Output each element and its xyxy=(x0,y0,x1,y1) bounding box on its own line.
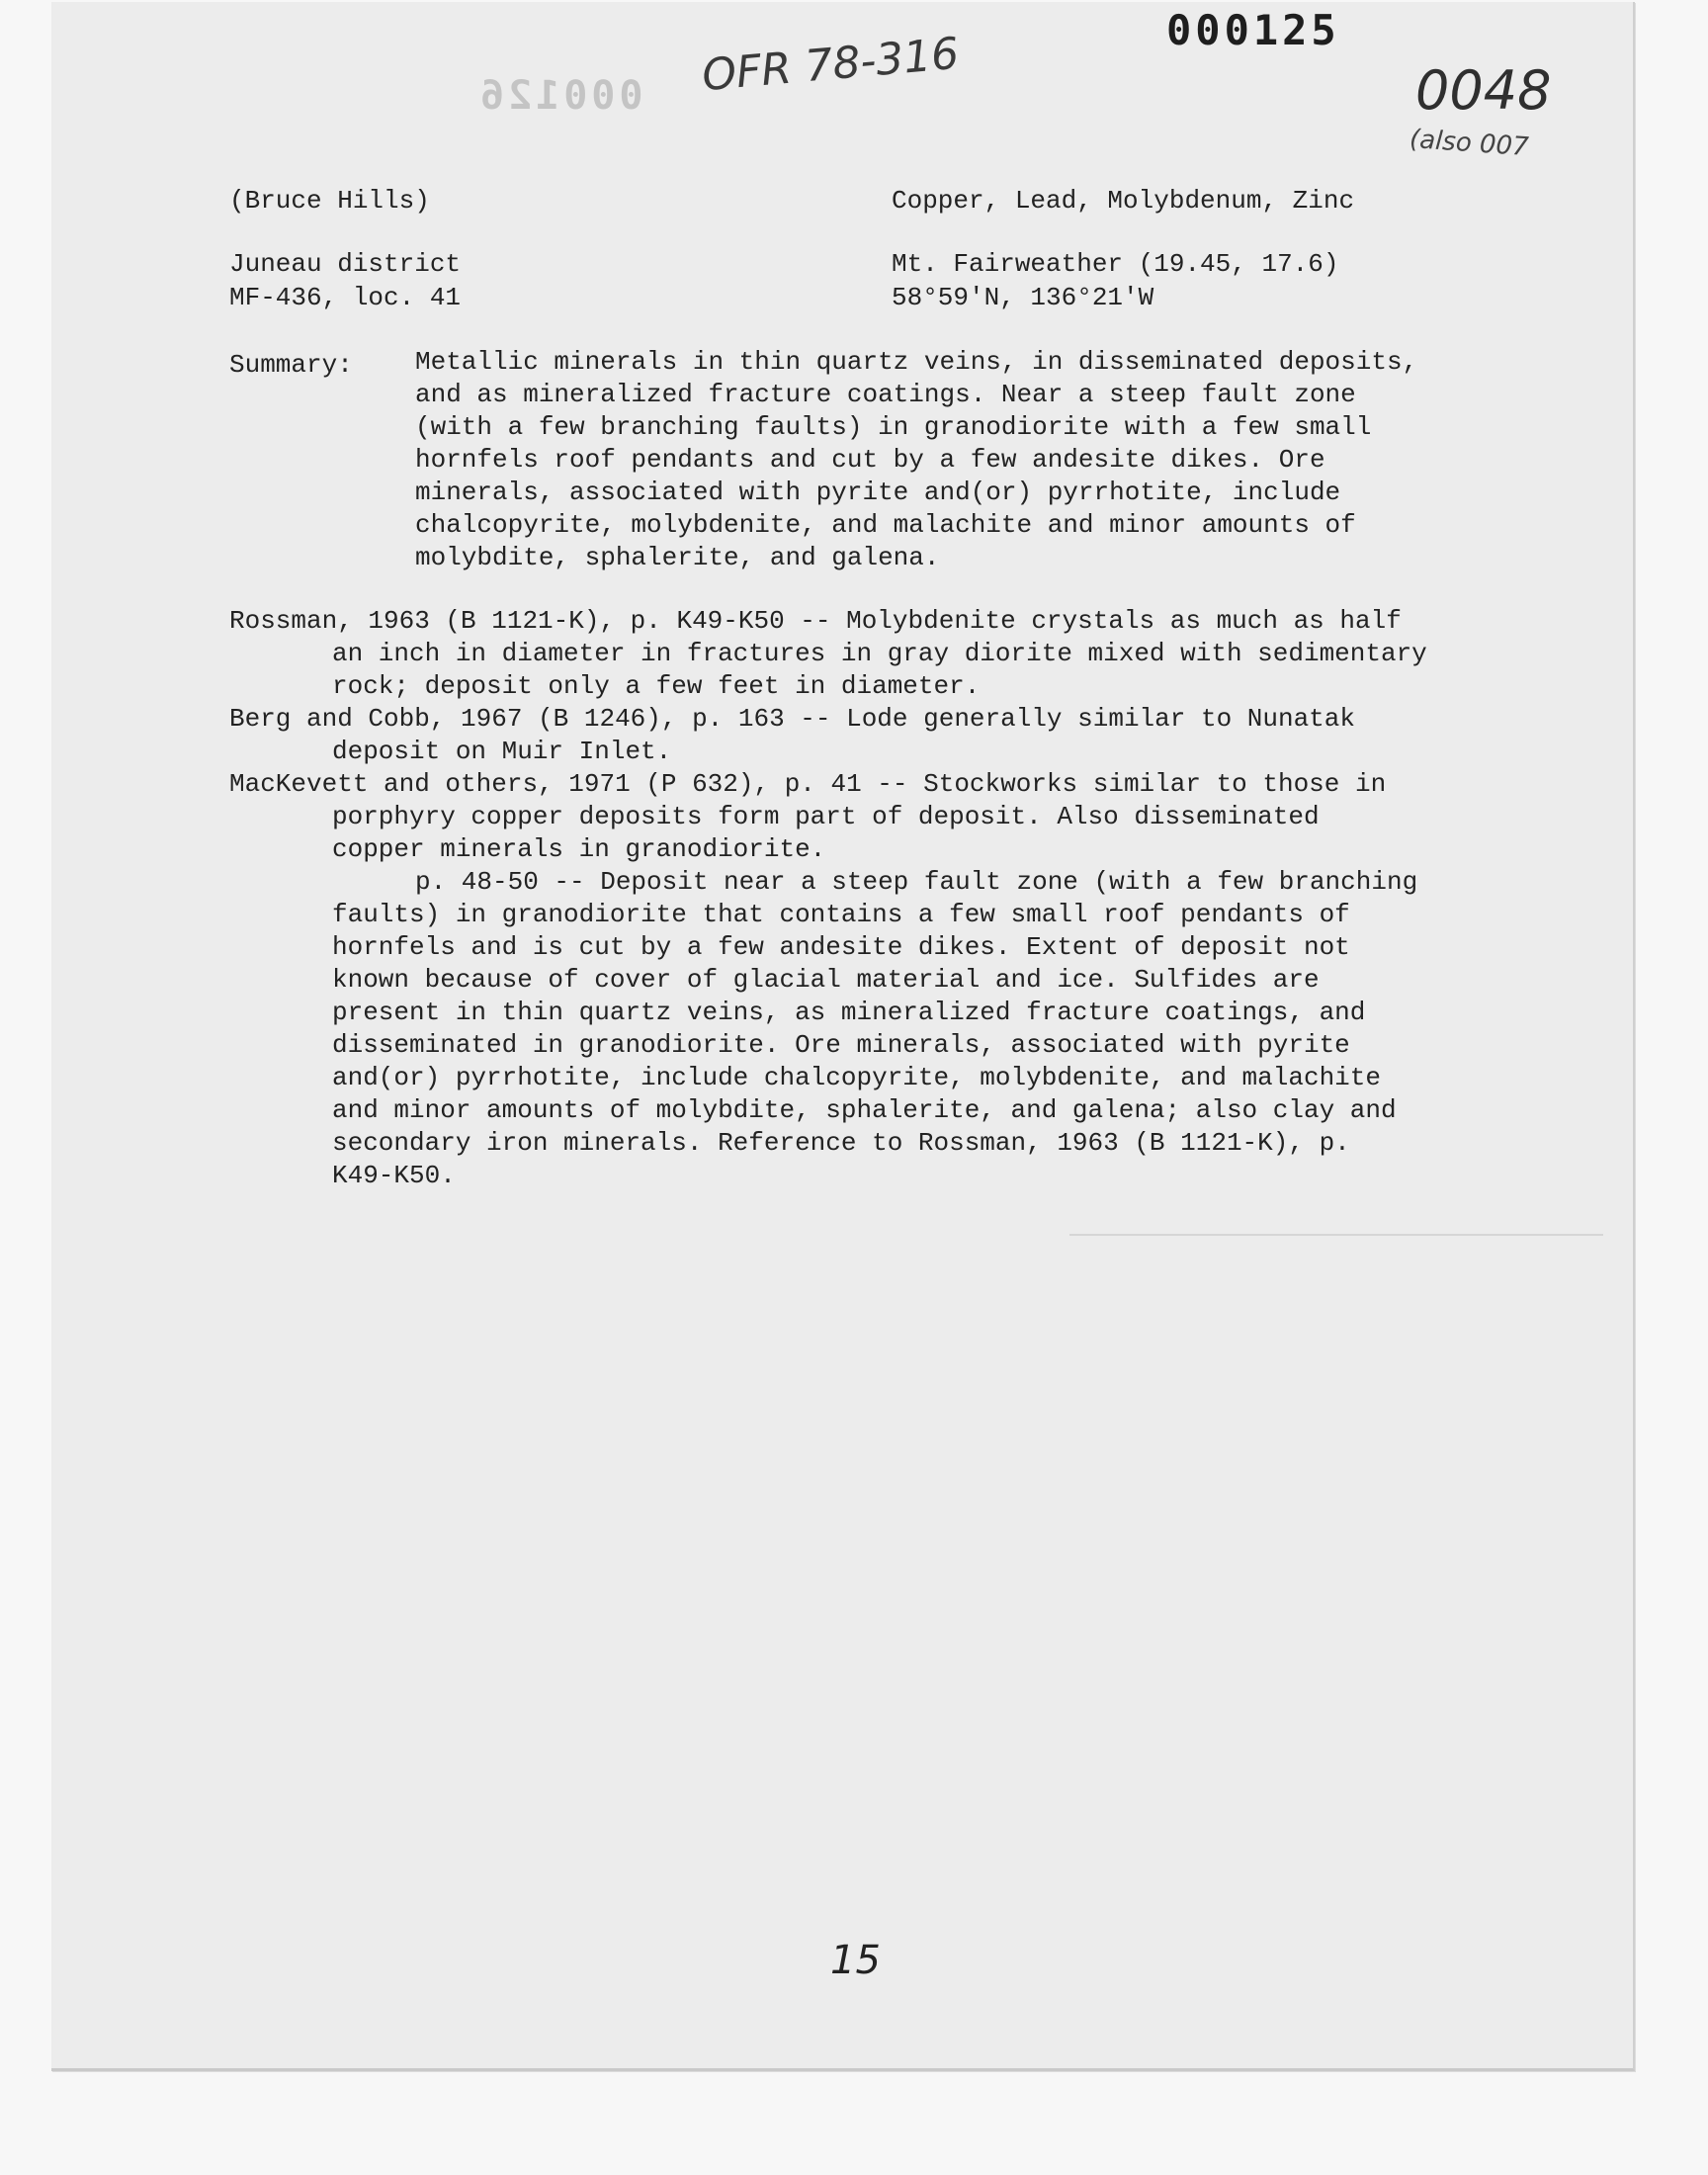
reference-line: secondary iron minerals. Reference to Rossman, 1963 (B 1121-K), p. xyxy=(332,1128,1350,1158)
scan-artifact-line xyxy=(1069,1234,1603,1236)
reference-line: K49-K50. xyxy=(332,1161,456,1190)
summary-line: Metallic minerals in thin quartz veins, in disseminated deposits, xyxy=(415,347,1418,377)
coordinates: 58°59'N, 136°21'W xyxy=(892,283,1154,312)
handwritten-ofr-number: OFR 78-316 xyxy=(700,28,962,102)
reference-line: MacKevett and others, 1971 (P 632), p. 41 -- Stockworks similar to those in xyxy=(229,769,1387,799)
summary-text xyxy=(415,346,1417,574)
reference-line: copper minerals in granodiorite. xyxy=(332,834,826,864)
summary-line: (with a few branching faults) in granodiorite with a few small xyxy=(415,412,1372,442)
reference-line: p. 48-50 -- Deposit near a steep fault zone (with a few branching xyxy=(415,867,1418,897)
map-reference: MF-436, loc. 41 xyxy=(229,283,462,312)
handwritten-also-note: (also 007 xyxy=(1409,124,1530,163)
reference-line: Rossman, 1963 (B 1121-K), p. K49-K50 -- Molybdenite crystals as much as half xyxy=(229,606,1402,636)
reference-line: rock; deposit only a few feet in diameter. xyxy=(332,671,981,701)
summary-line: minerals, associated with pyrite and(or) pyrrhotite, include xyxy=(415,478,1341,507)
reference-line: an inch in diameter in fractures in gray diorite mixed with sedimentary xyxy=(332,639,1427,668)
reference-line: known because of cover of glacial material and ice. Sulfides are xyxy=(332,965,1320,995)
handwritten-page-number: 15 xyxy=(830,1938,881,1983)
summary-label: Summary: xyxy=(229,350,353,380)
mirrored-stamp: 000126 xyxy=(476,73,643,119)
commodities: Copper, Lead, Molybdenum, Zinc xyxy=(892,186,1355,216)
reference-line: porphyry copper deposits form part of deposit. Also disseminated xyxy=(332,802,1320,831)
reference-line: disseminated in granodiorite. Ore minerals, associated with pyrite xyxy=(332,1030,1350,1060)
reference-line: present in thin quartz veins, as mineralized fracture coatings, and xyxy=(332,998,1366,1027)
reference-line: faults) in granodiorite that contains a few small roof pendants of xyxy=(332,900,1350,929)
reference-line: Berg and Cobb, 1967 (B 1246), p. 163 -- Lode generally similar to Nunatak xyxy=(229,704,1355,734)
summary-line: chalcopyrite, molybdenite, and malachite and minor amounts of xyxy=(415,510,1356,540)
reference-line: deposit on Muir Inlet. xyxy=(332,737,672,766)
reference-rossman xyxy=(229,605,1427,703)
reference-line: and(or) pyrrhotite, include chalcopyrite, molybdenite, and malachite xyxy=(332,1063,1381,1092)
summary-line: and as mineralized fracture coatings. Near a steep fault zone xyxy=(415,380,1356,409)
reference-mackevett-pages xyxy=(229,866,1417,1192)
reference-mackevett xyxy=(229,768,1386,866)
summary-line: hornfels roof pendants and cut by a few andesite dikes. Ore xyxy=(415,445,1325,475)
reference-line: hornfels and is cut by a few andesite dikes. Extent of deposit not xyxy=(332,932,1350,962)
page-number-stamp: 000125 xyxy=(1166,6,1340,54)
district: Juneau district xyxy=(229,249,462,279)
handwritten-record-number: 0048 xyxy=(1415,59,1552,122)
locality-name: (Bruce Hills) xyxy=(229,186,430,216)
document-page xyxy=(51,2,1635,2071)
reference-berg-cobb xyxy=(229,703,1355,768)
quadrangle: Mt. Fairweather (19.45, 17.6) xyxy=(892,249,1339,279)
summary-line: molybdite, sphalerite, and galena. xyxy=(415,543,940,572)
reference-line: and minor amounts of molybdite, sphalerite, and galena; also clay and xyxy=(332,1095,1397,1125)
